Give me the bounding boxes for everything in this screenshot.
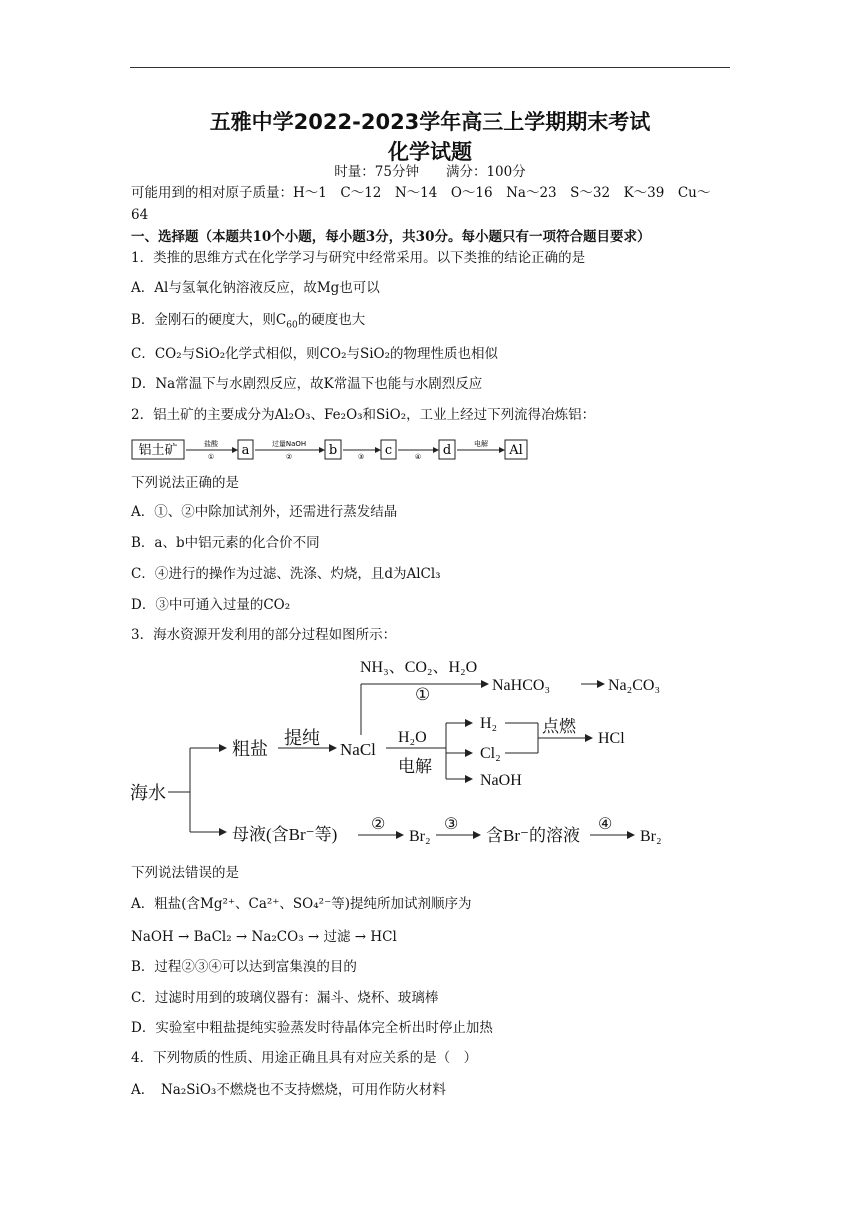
flow-c: c: [384, 443, 393, 458]
fig-br-solution: 含Br⁻的溶液: [486, 826, 580, 845]
flow-step2-label: ②: [285, 453, 293, 461]
fig-crude-salt: 粗盐: [232, 739, 268, 759]
flow-start: 铝土矿: [138, 443, 178, 458]
fig-br2-a: Br₂: [409, 828, 431, 845]
fig-purify: 提纯: [284, 728, 320, 748]
q1-b-pre: B．金刚石的硬度大，则C: [131, 312, 287, 328]
fig-na2co3: Na₂CO₃: [608, 677, 661, 694]
q3-option-c: C．过滤时用到的玻璃仪器有：漏斗、烧杯、玻璃棒: [131, 990, 439, 1006]
fig-br2-b: Br₂: [640, 828, 662, 845]
fig-mother-liquor: 母液(含Br⁻等): [232, 825, 338, 844]
q2-option-a: A．①、②中除加试剂外，还需进行蒸发结晶: [131, 504, 398, 520]
fig-cl2: Cl₂: [480, 745, 501, 762]
q4-option-a: A． Na₂SiO₃不燃烧也不支持燃烧，可用作防火材料: [131, 1082, 446, 1098]
flow-step2-reagent: 过量NaOH: [271, 440, 307, 448]
q4-stem: 4．下列物质的性质、用途正确且具有对应关系的是（ ）: [131, 1050, 478, 1066]
atomic-masses-line2: 64: [131, 207, 149, 223]
q1-stem: 1．类推的思维方式在化学学习与研究中经常采用。以下类推的结论正确的是: [131, 250, 586, 266]
q3-lead: 下列说法错误的是: [131, 865, 239, 881]
flow-step1-label: ①: [207, 453, 215, 461]
q3-seawater-diagram: [128, 655, 688, 855]
atomic-masses-line1: 可能用到的相对原子质量：H～1 C～12 N～14 O～16 Na～23 S～32 K～39 Cu～: [131, 185, 711, 201]
q1-option-b: [131, 311, 365, 329]
flow-end: Al: [509, 443, 523, 458]
fig-step2: ②: [371, 816, 386, 833]
fig-h2o: H₂O: [398, 729, 427, 746]
q1-option-a: A．Al与氢氧化钠溶液反应，故Mg也可以: [131, 280, 380, 296]
q3-stem: 3．海水资源开发利用的部分过程如图所示：: [131, 627, 397, 643]
header-rule: [130, 67, 730, 68]
flow-d: d: [442, 443, 452, 458]
flow-step1-reagent: 盐酸: [204, 440, 218, 448]
fig-step3: ③: [444, 816, 459, 833]
flow-step4-label: ④: [414, 453, 422, 461]
fig-seawater: 海水: [130, 783, 166, 803]
fig-hcl: HCl: [598, 730, 625, 747]
fig-step1: ①: [415, 685, 431, 704]
q2-process-flow: [131, 437, 531, 463]
q1-b-sub: 60: [286, 320, 298, 331]
flow-step5-label: 电解: [474, 440, 488, 448]
q1-b-post: 的硬度也大: [297, 312, 366, 328]
q2-stem: 2．铝土矿的主要成分为Al₂O₃、Fe₂O₃和SiO₂，工业上经过下列流得冶炼铝：: [131, 407, 596, 423]
q2-lead: 下列说法正确的是: [131, 475, 239, 491]
flow-step3-label: ③: [357, 453, 365, 461]
fig-step4: ④: [598, 816, 613, 833]
fig-naoh: NaOH: [480, 772, 522, 789]
q3-option-a: A．粗盐(含Mg²⁺、Ca²⁺、SO₄²⁻等)提纯所加试剂顺序为: [131, 896, 472, 912]
exam-title: 五雅中学2022-2023学年高三上学期期末考试: [209, 110, 651, 134]
fig-nacl: NaCl: [340, 740, 376, 759]
section-heading: 一、选择题（本题共10个小题，每小题3分，共30分。每小题只有一项符合题目要求）: [131, 229, 651, 245]
q3-option-a-sequence: NaOH → BaCl₂ → Na₂CO₃ → 过滤 → HCl: [131, 929, 397, 945]
flow-b: b: [328, 443, 338, 458]
exam-subtitle: 化学试题: [388, 140, 472, 164]
fig-ignite: 点燃: [542, 717, 576, 736]
q2-option-d: D．③中可通入过量的CO₂: [131, 597, 291, 613]
fig-reagents: NH₃、CO₂、H₂O: [360, 659, 478, 676]
q1-option-c: C．CO₂与SiO₂化学式相似，则CO₂与SiO₂的物理性质也相似: [131, 346, 499, 362]
q2-option-c: C．④进行的操作为过滤、洗涤、灼烧，且d为AlCl₃: [131, 566, 441, 582]
flow-a: a: [241, 443, 250, 458]
fig-electrolysis: 电解: [398, 757, 432, 776]
fig-nahco3: NaHCO₃: [492, 677, 551, 694]
q1-option-d: D．Na常温下与水剧烈反应，故K常温下也能与水剧烈反应: [131, 376, 483, 392]
q3-option-d: D．实验室中粗盐提纯实验蒸发时待晶体完全析出时停止加热: [131, 1020, 493, 1036]
time-info: 时量：75分钟 满分：100分: [334, 164, 526, 180]
q2-option-b: B．a、b中铝元素的化合价不同: [131, 535, 320, 551]
q3-option-b: B．过程②③④可以达到富集溴的目的: [131, 959, 357, 975]
fig-h2: H₂: [480, 715, 498, 732]
